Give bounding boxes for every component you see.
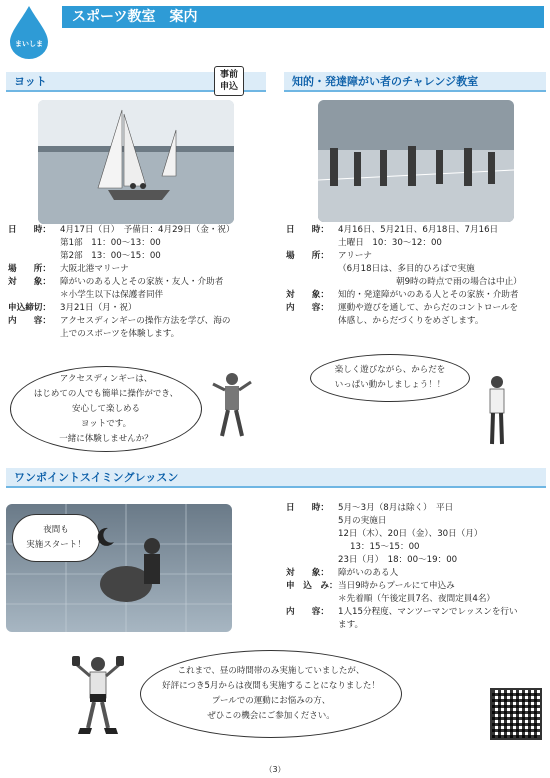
logo-text: まいしま	[15, 40, 43, 48]
yacht-speech-bubble: アクセスディンギーは、 はじめての人でも簡単に操作ができ、 安心して楽しめる ヨットです。 一緒に体験しませんか？	[10, 366, 202, 452]
challenge-section-title: 知的・発達障がい者のチャレンジ教室	[284, 72, 546, 92]
instructor-figure-icon	[210, 370, 254, 440]
staff-figure-icon	[482, 374, 512, 446]
water-drop-logo	[6, 4, 52, 60]
challenge-details: 日 時： 4月16日、5月21日、6月18日、7月16日 土曜日 10：30～12：00 場 所： アリーナ （6月18日は、多目的ひろばで実施 朝9時の時点で雨の場合は中止） 対 象： 知的・発達障がいのある人とその家族・介助者 内 容： 運動や遊びを通して、からだのコントロールを 体感し、からだづくりをめざします。	[286, 225, 522, 326]
swimmer-figure-icon	[72, 654, 124, 736]
arena-photo	[318, 100, 514, 222]
crescent-moon-icon	[94, 526, 116, 548]
yacht-photo	[38, 100, 234, 224]
swim-speech-bubble: これまで、昼の時間帯のみ実施していましたが、 好評につき5月からは夜間も実施することになりました！ プールでの運動にお悩みの方、 ぜひこの機会にご参加ください。	[140, 650, 402, 738]
page-title: スポーツ教室 案内	[62, 6, 544, 28]
challenge-speech-bubble: 楽しく遊びながら、からだを いっぱい動かしましょう！！	[310, 354, 470, 402]
qr-code[interactable]	[490, 688, 542, 740]
page-number: （3）	[264, 765, 286, 774]
advance-registration-badge: 事前 申込	[214, 66, 244, 96]
yacht-details: 日 時： 4月17日（日） 予備日：4月29日（金・祝） 第1部 11：00～13：00 第2部 13：00～15：00 場 所： 大阪北港マリーナ 対 象： 障がいのある人とその家族・友人・介助者 ＊小学生以下は保護者同伴 申込締切： 3月21日（月・祝） 内 容： アクセスディンギーの操作方法を学び、海の 上でのスポーツを体験します。	[8, 225, 235, 339]
night-session-bubble: 夜間も 実施スタート！	[12, 514, 100, 562]
swim-section-title: ワンポイントスイミングレッスン	[6, 468, 546, 488]
yacht-section-title: ヨット	[6, 72, 266, 92]
swim-details: 日 時： 5月～3月（8月は除く） 平日 5月の実施日 12日（木）、20日（金）、30日（月） 13：15～15：00 23日（月） 18：00～19：00 対 象： 障がいのある人 申 込 み： 当日9時からプールにて申込み ＊先着順（午後定員7名、夜間定員4名） 内 容： 1人15分程度、マンツーマンでレッスンを行い ます。	[286, 503, 518, 630]
